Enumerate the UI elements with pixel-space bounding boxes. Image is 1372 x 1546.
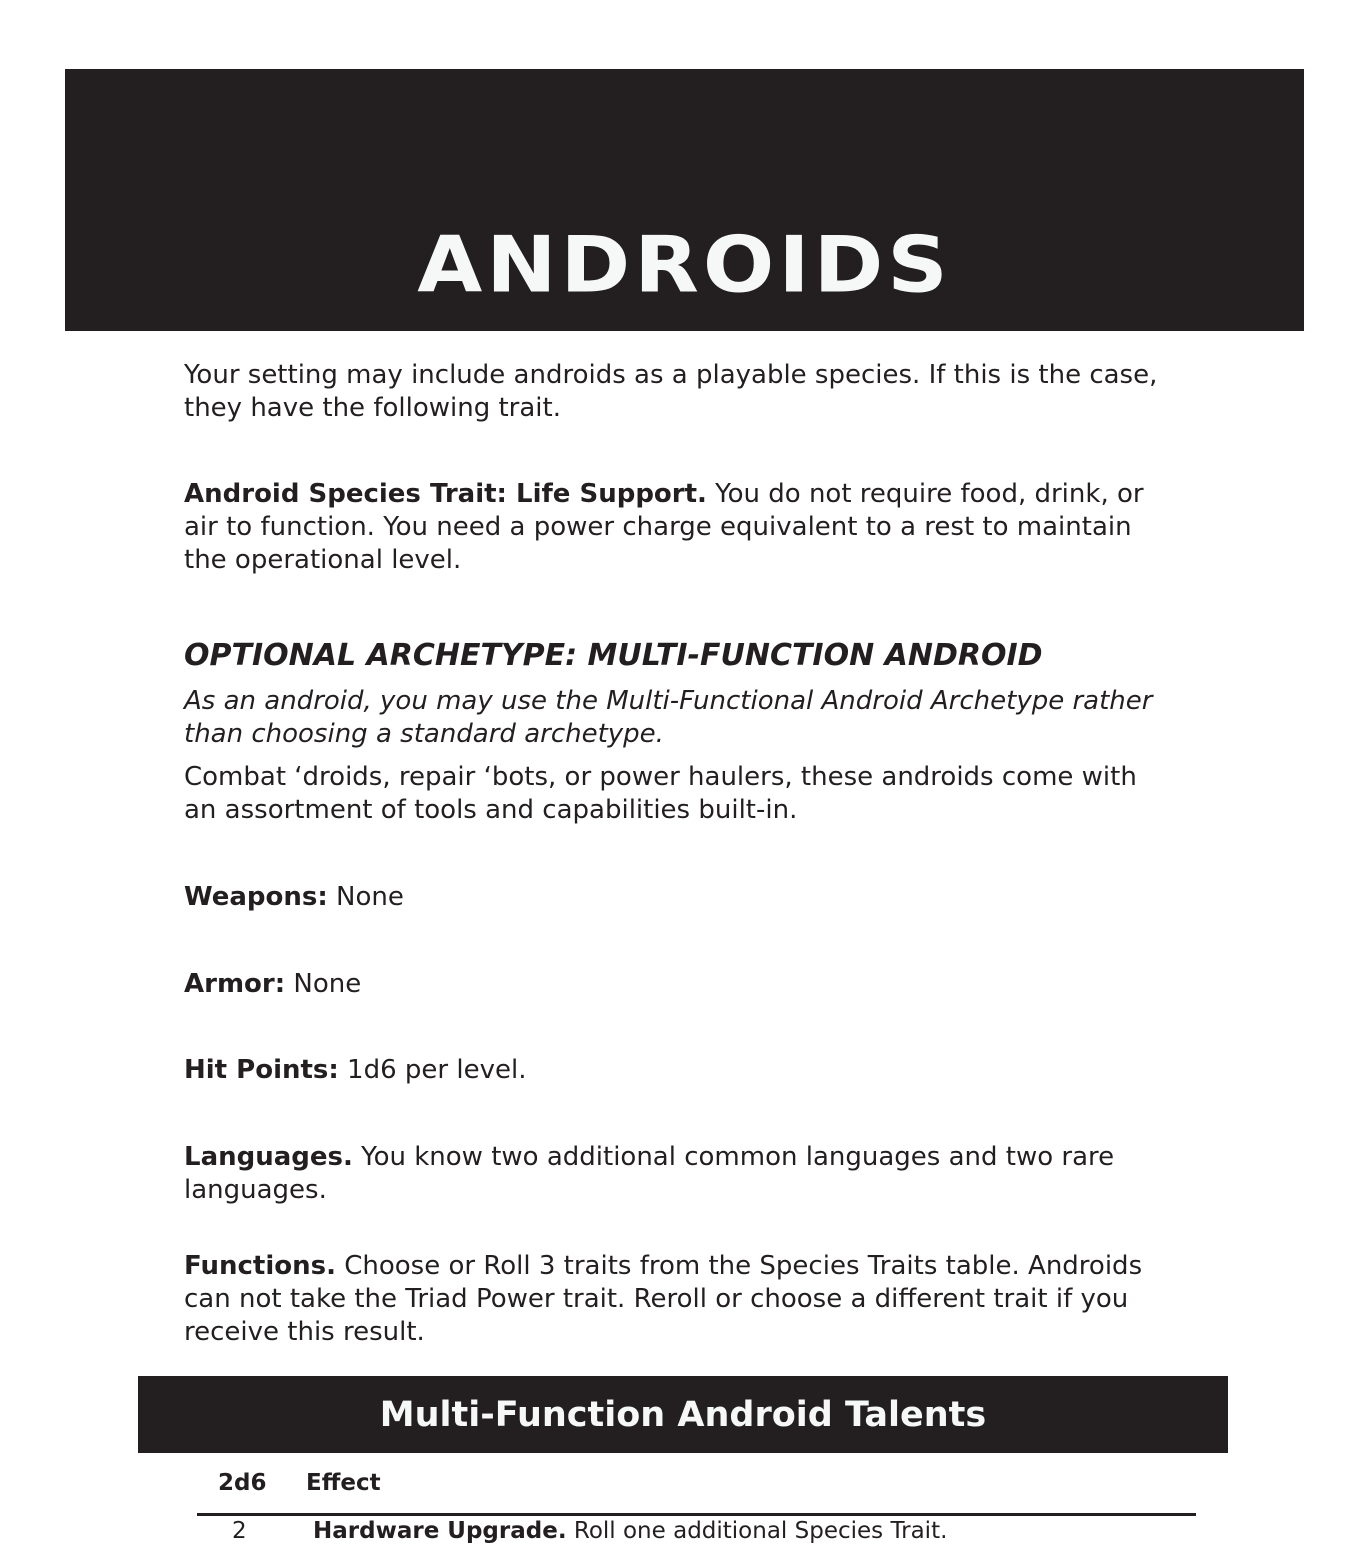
weapons-label: Weapons: — [184, 882, 328, 912]
talents-table-title: Multi-Function Android Talents — [379, 1395, 987, 1435]
archetype-intro — [184, 685, 1164, 751]
table-row-effect — [313, 1516, 947, 1546]
languages-value: You know two additional common languages and two rare languages. — [184, 1142, 1115, 1205]
table-row-effect-label: Hardware Upgrade. — [313, 1518, 567, 1544]
title-banner — [65, 69, 1304, 331]
table-row-effect-text: Roll one additional Species Trait. — [566, 1518, 948, 1544]
functions-label: Functions. — [184, 1251, 336, 1281]
weapons-value: None — [327, 882, 404, 912]
languages-label: Languages. — [184, 1142, 353, 1172]
archetype-italic-intro: As an android, you may use the Multi-Functional Android Archetype rather than choosing a standard archetype. — [184, 686, 1153, 749]
hit-points-label: Hit Points: — [184, 1055, 339, 1085]
armor-label: Armor: — [184, 969, 286, 999]
armor-line — [184, 968, 1164, 1001]
archetype-description — [184, 761, 1164, 827]
table-row-die: 2 — [232, 1518, 247, 1544]
armor-value: None — [285, 969, 362, 999]
functions-paragraph — [184, 1250, 1164, 1349]
intro-text: Your setting may include androids as a playable species. If this is the case, they have the following trait. — [184, 360, 1158, 423]
archetype-heading: OPTIONAL ARCHETYPE: MULTI-FUNCTION ANDROID — [184, 638, 1043, 673]
talents-table-header — [138, 1376, 1228, 1453]
hit-points-value: 1d6 per level. — [338, 1055, 527, 1085]
species-trait-label: Android Species Trait: Life Support. — [184, 479, 707, 509]
hit-points-line — [184, 1054, 1164, 1087]
column-header-die: 2d6 — [218, 1470, 267, 1496]
languages-paragraph — [184, 1141, 1164, 1207]
species-trait-text: You do not require food, drink, or air to function. You need a power charge equivalent to a rest to maintain the operational level. — [184, 479, 1144, 575]
archetype-description-text: Combat ‘droids, repair ‘bots, or power haulers, these androids come with an assortment of tools and capabilities built-in. — [184, 762, 1137, 825]
page-title: ANDROIDS — [417, 219, 952, 311]
column-header-effect: Effect — [306, 1470, 381, 1496]
intro-paragraph — [184, 359, 1164, 425]
species-trait-paragraph — [184, 478, 1164, 577]
functions-value: Choose or Roll 3 traits from the Species Traits table. Androids can not take the Triad Power trait. Reroll or choose a different trait if you receive this result. — [184, 1251, 1143, 1347]
weapons-line — [184, 881, 1164, 914]
